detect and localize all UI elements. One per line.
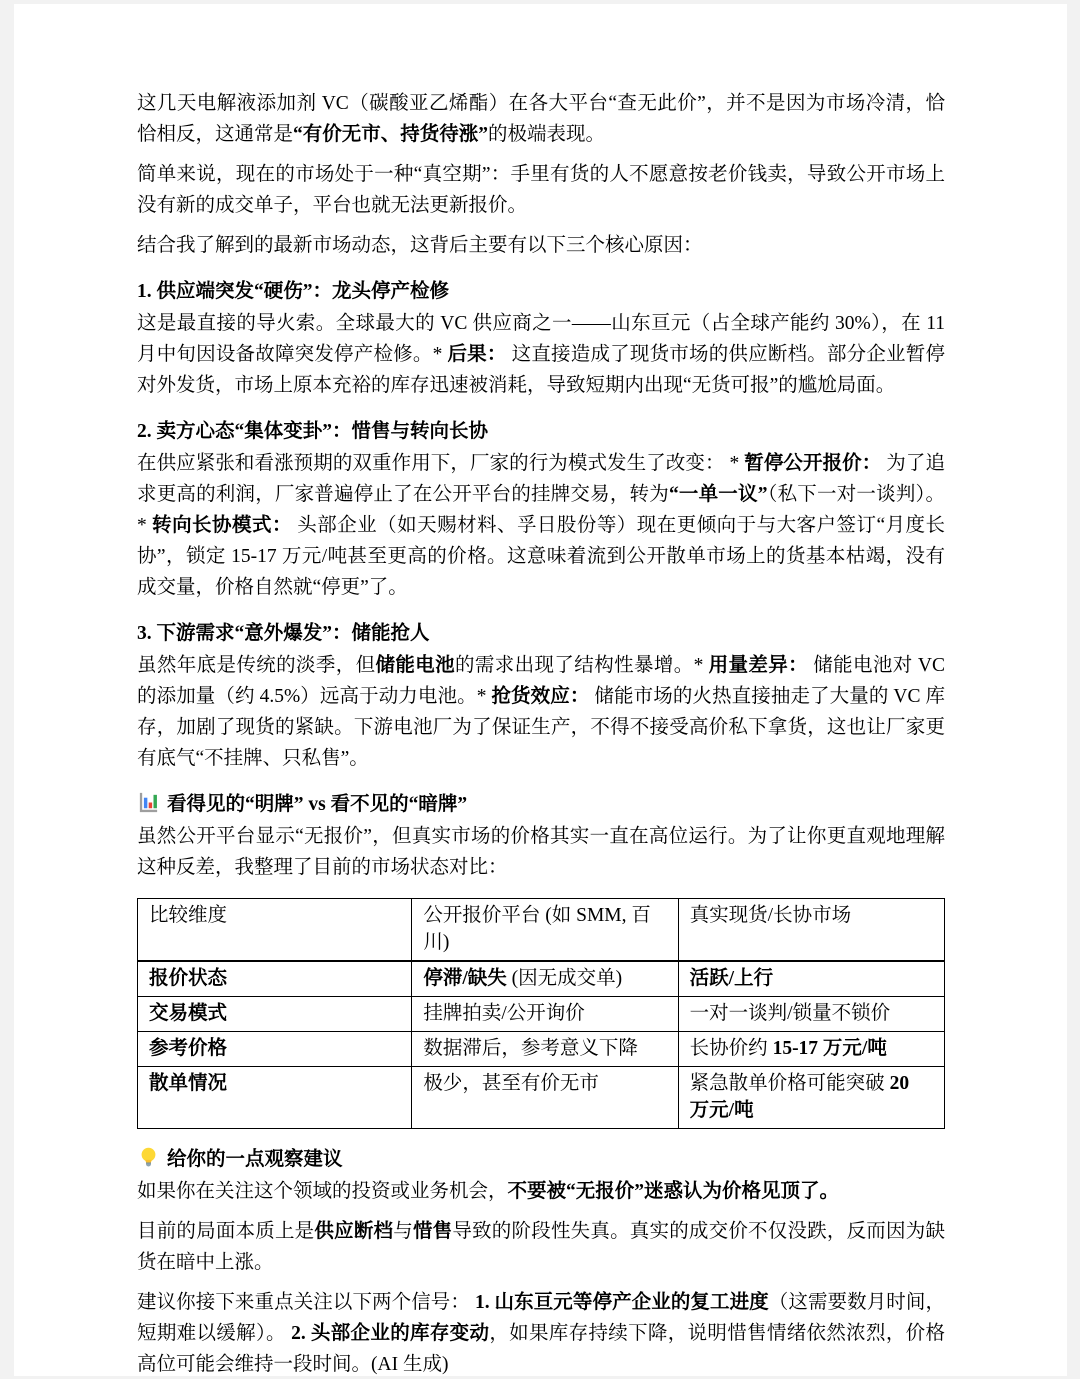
text-run: 这几天电解液添加剂 VC（碳酸亚乙烯酯）在各大平台“查无此价”，并不是因为市场冷清，恰恰相反，这通常是: [137, 93, 945, 145]
text-run: 储能电池: [375, 655, 456, 676]
section-2-heading: [137, 416, 945, 447]
text-run: 交易模式: [149, 1003, 228, 1024]
section-2-paragraph: [137, 448, 945, 603]
text-run: 导致的阶段性失真。真实的成交价不仅没跌，反而因为缺货在暗中上涨。: [137, 1221, 945, 1273]
market-comparison-table: [137, 898, 945, 1129]
text-run: （这需要数月时间，短期难以缓解）。: [137, 1292, 945, 1344]
table-header-cell: [138, 899, 412, 962]
table-cell: [138, 961, 412, 997]
text-run: 惜售: [412, 1221, 453, 1242]
table-row: [138, 1032, 945, 1067]
text-run: ，如果库存持续下降，说明惜售情绪依然浓烈，价格高位可能会维持一段时间。(AI 生成): [137, 1323, 945, 1375]
text-run: 抢货效应：: [491, 686, 590, 707]
text-run: 数据滞后，参考意义下降: [423, 1038, 638, 1059]
lightbulb-icon: [137, 1146, 160, 1169]
text-run: 储能电池对 VC 的添加量（约 4.5%）远高于动力电池。*: [137, 655, 950, 707]
table-row: [138, 997, 945, 1032]
table-header-cell: [412, 899, 678, 962]
vacuum-paragraph: [137, 159, 945, 221]
text-run: 给你的一点观察建议: [167, 1149, 343, 1170]
table-cell: [678, 997, 944, 1032]
comparison-intro-paragraph: [137, 821, 945, 883]
text-run: 头部企业（如天赐材料、孚日股份等）现在更倾向于与大客户签订“月度长协”，锁定 15-17 万元/吨甚至更高的价格。这意味着流到公开散单市场上的货基本枯竭，没有成交量，价格自然就“停更”了。: [137, 515, 946, 598]
table-row: [138, 961, 945, 997]
text-run: “一单一议”: [668, 484, 768, 505]
advice-heading: [137, 1144, 945, 1175]
document-content: [14, 4, 1067, 1376]
document-page: [14, 4, 1067, 1376]
text-run: （私下一对一谈判）。*: [137, 484, 945, 536]
table-header-cell: [678, 899, 944, 962]
text-run: 在供应紧张和看涨预期的双重作用下，厂家的行为模式发生了改变： *: [137, 453, 745, 474]
text-run: 比较维度: [149, 905, 228, 926]
table-cell: [138, 1067, 412, 1129]
text-run: 20 万元/吨: [689, 1073, 914, 1121]
text-run: 结合我了解到的最新市场动态，这背后主要有以下三个核心原因：: [137, 235, 703, 256]
text-run: 参考价格: [149, 1038, 228, 1059]
table-cell: [678, 1067, 944, 1129]
table-cell: [678, 961, 944, 997]
advice-paragraph-2: [137, 1216, 945, 1278]
table-cell: [412, 1067, 678, 1129]
text-run: 2. 卖方心态“集体变卦”：惜售与转向长协: [137, 421, 489, 442]
text-run: 3. 下游需求“意外爆发”：储能抢人: [137, 623, 430, 644]
text-run: 散单情况: [149, 1073, 228, 1094]
text-run: 这直接造成了现货市场的供应断档。部分企业暂停对外发货，市场上原本充裕的库存迅速被消耗，导致短期内出现“无货可报”的尴尬局面。: [137, 344, 945, 396]
text-run: 供应断档: [314, 1221, 394, 1242]
text-run: 虽然公开平台显示“无报价”，但真实市场的价格其实一直在高位运行。为了让你更直观地理解这种反差，我整理了目前的市场状态对比：: [137, 826, 945, 878]
text-run: 1. 供应端突发“硬伤”：龙头停产检修: [137, 281, 450, 302]
reasons-intro-paragraph: [137, 230, 945, 261]
advice-paragraph-3: [137, 1287, 945, 1376]
text-run: 极少，甚至有价无市: [423, 1073, 599, 1094]
table-cell: [412, 997, 678, 1032]
table-row: [138, 1067, 945, 1129]
text-run: (因无成交单): [506, 968, 623, 989]
text-run: 简单来说，现在的市场处于一种“真空期”：手里有货的人不愿意按老价钱卖，导致公开市场上没有新的成交单子，平台也就无法更新报价。: [137, 164, 945, 216]
text-run: 长协价约: [689, 1038, 773, 1059]
text-run: 目前的局面本质上是: [137, 1221, 315, 1242]
table-cell: [412, 1032, 678, 1067]
text-run: 2. 头部企业的库存变动: [291, 1323, 490, 1344]
text-run: 与: [393, 1221, 413, 1242]
text-run: 暂停公开报价：: [744, 453, 882, 474]
table-cell: [138, 1032, 412, 1067]
comparison-heading: [137, 789, 945, 820]
intro-paragraph: [137, 88, 945, 150]
text-run: 虽然年底是传统的淡季，但: [137, 655, 376, 676]
text-run: 活跃/上行: [689, 968, 774, 989]
text-run: 报价状态: [149, 968, 228, 989]
section-3-heading: [137, 618, 945, 649]
text-run: 紧急散单价格可能突破: [689, 1073, 890, 1094]
bar-chart-icon: [137, 791, 160, 814]
table-cell: [138, 997, 412, 1032]
text-run: 的需求出现了结构性暴增。*: [455, 655, 709, 676]
text-run: 建议你接下来重点关注以下两个信号：: [137, 1292, 475, 1313]
text-run: 后果：: [447, 344, 507, 365]
text-run: 1. 山东亘元等停产企业的复工进度: [474, 1292, 769, 1313]
text-run: 转向长协模式：: [152, 515, 292, 536]
text-run: 如果你在关注这个领域的投资或业务机会，: [137, 1181, 508, 1202]
text-run: 公开报价平台 (如 SMM, 百川): [423, 905, 651, 953]
text-run: 这是最直接的导火索。全球最大的 VC 供应商之一——山东亘元（占全球产能约 30%），在 11 月中旬因设备故障突发停产检修。*: [137, 313, 950, 365]
text-run: 停滞/缺失: [423, 968, 507, 989]
section-1-paragraph: [137, 308, 950, 401]
text-run: 的极端表现。: [488, 124, 606, 145]
text-run: “有价无市、持货待涨”: [293, 124, 489, 145]
text-run: 挂牌拍卖/公开询价: [423, 1003, 585, 1024]
table-cell: [678, 1032, 944, 1067]
text-run: 用量差异：: [708, 655, 808, 676]
table-header-row: [138, 899, 945, 962]
section-3-paragraph: [137, 650, 950, 774]
text-run: 15-17 万元/吨: [772, 1038, 887, 1059]
text-run: 为了追求更高的利润，厂家普遍停止了在公开平台的挂牌交易，转为: [137, 453, 945, 505]
text-run: 一对一谈判/锁量不锁价: [689, 1003, 891, 1024]
text-run: 储能市场的火热直接抽走了大量的 VC 库存，加剧了现货的紧缺。下游电池厂为了保证生产，不得不接受高价私下拿货，这也让厂家更有底气“不挂牌、只私售”。: [137, 686, 945, 769]
text-run: 看得见的“明牌” vs 看不见的“暗牌”: [167, 794, 468, 815]
text-run: 真实现货/长协市场: [689, 905, 852, 926]
table-cell: [412, 961, 678, 997]
section-1-heading: [137, 276, 945, 307]
text-run: 不要被“无报价”迷惑认为价格见顶了。: [507, 1181, 840, 1202]
advice-paragraph-1: [137, 1176, 945, 1207]
